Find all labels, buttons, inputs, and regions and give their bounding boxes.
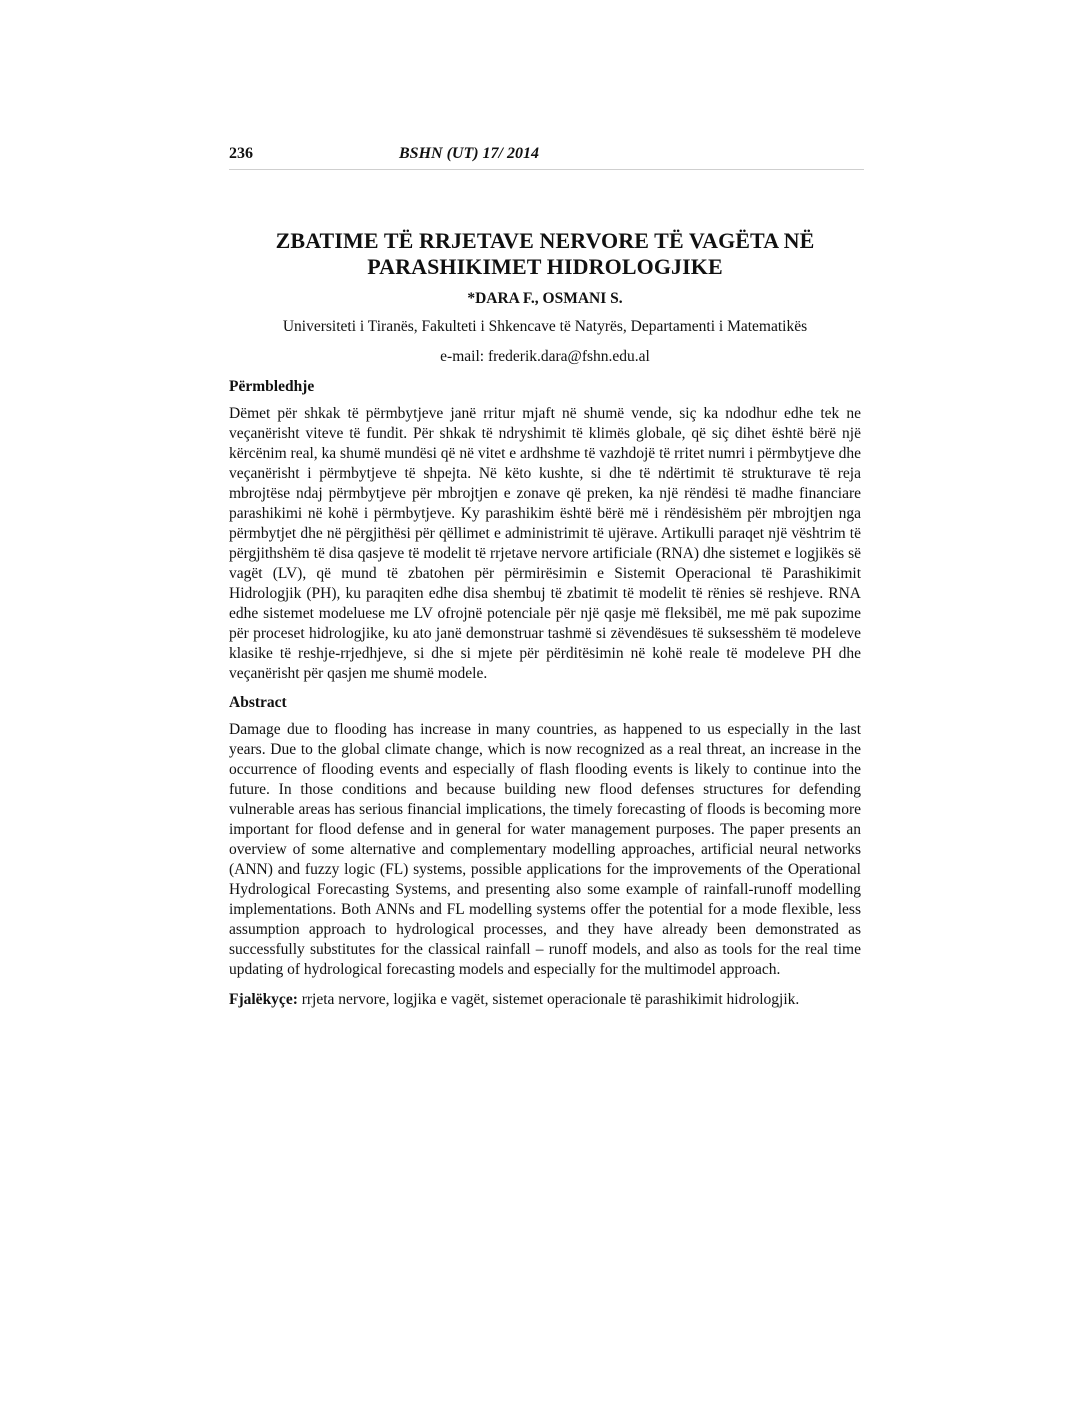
article-title: ZBATIME TË RRJETAVE NERVORE TË VAGËTA NË PARASHIKIMET HIDROLOGJIKE	[275, 228, 815, 279]
summary-heading: Përmbledhje	[229, 378, 315, 395]
abstract-paragraph: Damage due to flooding has increase in many countries, as happened to us especially in the last years. Due to the global climate change, which is now recognized as a real threat, an increase in the occurrence of flooding events and especially of flash flooding events is likely to continue into the future. In those conditions and because building new flood defenses structures for defending vulnerable areas has serious financial implications, the timely forecasting of floods is becoming more important for flood defense and in general for water management purposes. The paper presents an overview of some alternative and complementary modelling approaches, artificial neural networks (ANN) and fuzzy logic (FL) systems, possible applications for the improvements of the Operational Hydrological Forecasting Systems, and presenting also some example of rainfall-runoff modelling implementations. Both ANNs and FL modelling systems offer the potential for a mode flexible, less assumption approach to hydrological processes, and they have already been demonstrated as successfully substitutes for the classical rainfall – runoff models, and also as tools for the real time updating of hydrological forecasting models and especially for the multimodel approach.	[229, 721, 861, 978]
author-email: e-mail: frederik.dara@fshn.edu.al	[440, 348, 650, 365]
summary-paragraph: Dëmet për shkak të përmbytjeve janë rritur mjaft në shumë vende, siç ka ndodhur edhe tek ne veçanërisht viteve të fundit. Për shkak të ndryshimit të klimës globale, që siç dihet është bërë një kërcënim real, ka shumë mundësi që në vitet e ardhshme të vazhdojë të rritet numri i përmbytjeve dhe veçanërisht i përmbytjeve të shpejta. Në këto kushte, si dhe të ndërtimit të strukturave të reja mbrojtëse ndaj përmbytjeve për mbrojtjen e zonave që preken, ka një rëndësi të madhe financiare parashikimi në kohë i përmbytjeve. Ky parashikim është bërë më i rëndësishëm për mbrojtjen nga përmbytjet dhe në përgjithësi për qëllimet e administrimit të ujërave. Artikulli paraqet një vështrim të përgjithshëm të disa qasjeve të modelit të rrjetave nervore artificiale (RNA) dhe sistemet e logjikës së vagët (LV), që mund të zbatohen për përmirësimin e Sistemit Operacional të Parashikimit Hidrologjik (PH), ku paraqiten edhe disa shembuj të zbatimit të modelit të rënies së reshjeve. RNA edhe sistemet modeluese me LV ofrojnë potenciale për një qasje më fleksibël, me më pak supozime për proceset hidrologjike, ku ato janë demonstruar tashmë si zëvendësues të suksesshëm të modeleve klasike të reshje-rrjedhjeve, si dhe si mjete për përditësimin në kohë reale të modeleve PH dhe veçanërisht për qasjen me shumë modele.	[229, 405, 861, 682]
keywords-text: rrjeta nervore, logjika e vagët, sistemet operacionale të parashikimit hidrologjik.	[297, 991, 800, 1008]
article-body	[229, 228, 861, 1010]
article-authors: *DARA F., OSMANI S.	[467, 290, 623, 307]
abstract-heading: Abstract	[229, 694, 287, 711]
running-header	[229, 145, 864, 170]
page-number: 236	[229, 145, 253, 162]
keywords-label: Fjalëkyçe:	[229, 991, 298, 1008]
author-affiliation: Universiteti i Tiranës, Fakulteti i Shkencave të Natyrës, Departamenti i Matematikës	[282, 318, 808, 335]
keywords-line	[229, 990, 861, 1010]
journal-reference: BSHN (UT) 17/ 2014	[399, 145, 539, 162]
